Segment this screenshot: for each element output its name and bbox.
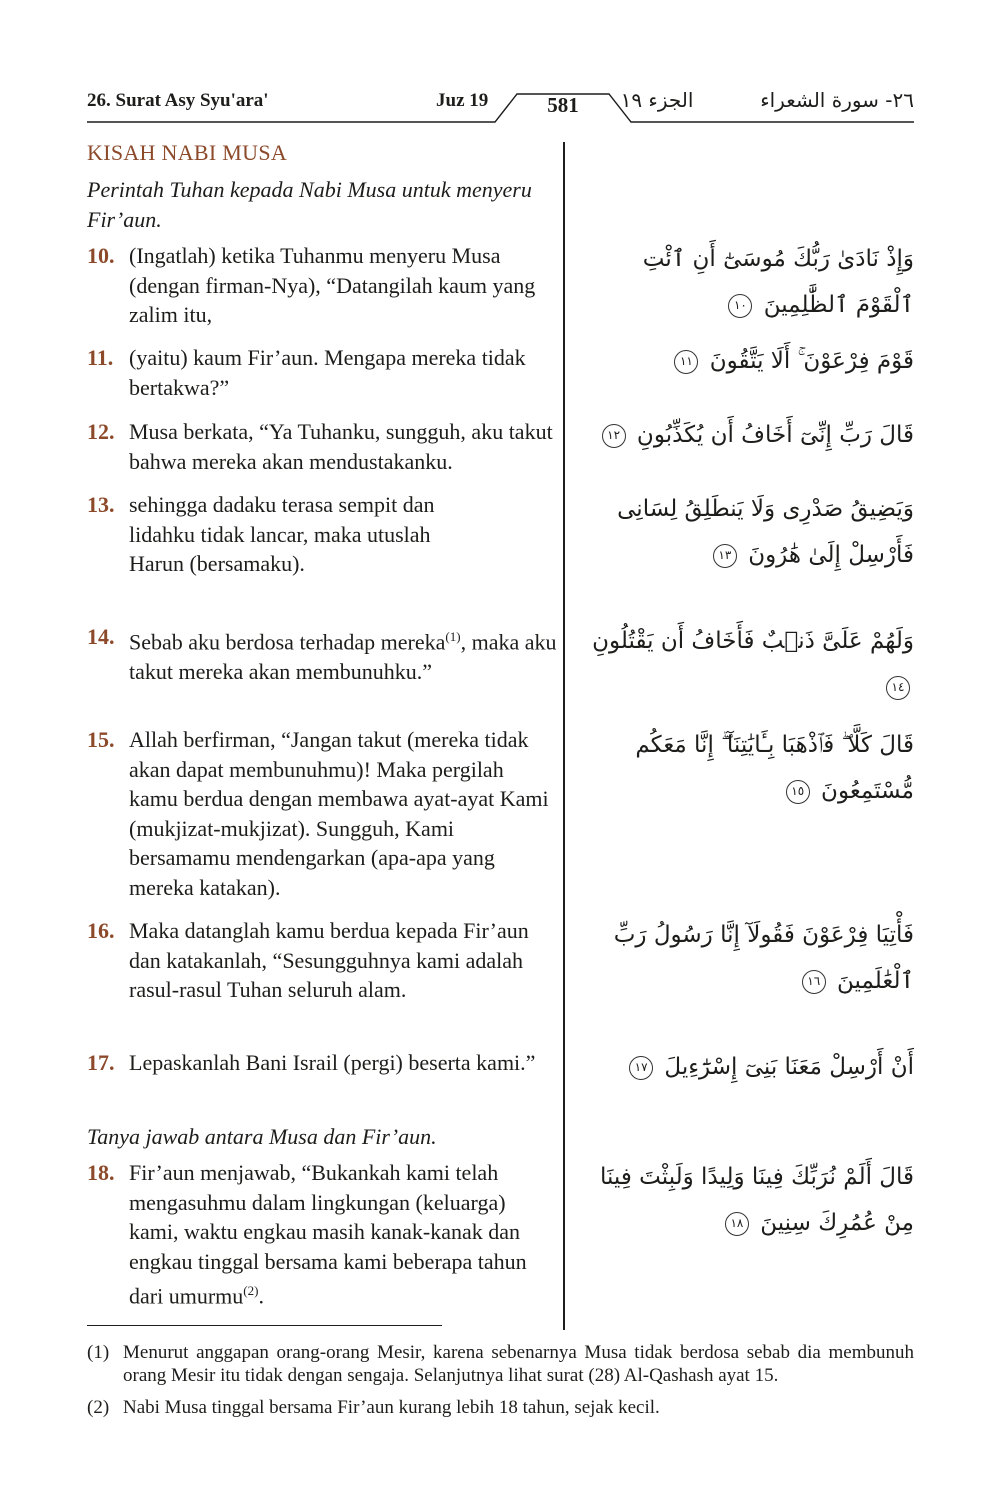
surah-title-latin: 26. Surat Asy Syu'ara' <box>87 90 269 111</box>
arabic-verse-12: قَالَ رَبِّ إِنِّىٓ أَخَافُ أَن يُكَذِّبُونِ ١٢ <box>584 412 914 458</box>
verse-translation: Lepaskanlah Bani Israil (pergi) beserta kami.” <box>129 1050 536 1075</box>
ayah-end-marker: ١٣ <box>713 544 737 568</box>
subheading-dialogue: Tanya jawab antara Musa dan Fir’aun. <box>87 1124 437 1149</box>
verse-translation: Allah berfirman, “Jangan takut (mereka tidak akan dapat membunuhmu)! Maka pergilah kamu berdua dengan membawa ayat-ayat Kami (mukjizat-mukjizat). Sungguh, Kami bersamamu mendengarkan (apa-apa yang mereka katakan). <box>129 727 549 900</box>
footnote-ref-1[interactable]: (1) <box>445 629 461 644</box>
verse-number: 10. <box>87 243 115 268</box>
arabic-verse-11: قَوْمَ فِرْعَوْنَ ۚ أَلَا يَتَّقُونَ ١١ <box>584 338 914 384</box>
ayah-end-marker: ١٨ <box>725 1212 749 1236</box>
verse-translation: Fir’aun menjawab, “Bukankah kami telah mengasuhmu dalam lingkungan (keluarga) kami, waktu engkau masih kanak-kanak dan engkau tinggal bersama kami beberapa tahun dari umurmu$^{(2)}$. <box>129 1160 527 1309</box>
footnote-text: Menurut anggapan orang-orang Mesir, karena sebenarnya Musa tidak berdosa sebab dia membunuh orang Mesir itu tidak dengan sengaja. Selanjutnya lihat surat (28) Al-Qashash ayat 15. <box>123 1342 914 1386</box>
subheading-command: Perintah Tuhan kepada Nabi Musa untuk menyeru Fir’aun. <box>87 177 532 232</box>
footnote-number: (1) <box>87 1342 110 1363</box>
ayah-end-marker: ١٤ <box>886 676 910 700</box>
surah-title-arabic: ٢٦- سورة الشعراء <box>760 88 914 112</box>
arabic-verse-15: قَالَ كَلَّا ۖ فَٱذْهَبَا بِـَٔايَٰتِنَآ ۖ إِنَّا مَعَكُم مُّسْتَمِعُونَ ١٥ <box>635 732 914 804</box>
ayah-end-marker: ١١ <box>674 350 698 374</box>
column-divider <box>563 142 565 1330</box>
footnote-ref-2[interactable]: (2) <box>243 1283 259 1298</box>
arabic-verse-18: قَالَ أَلَمْ نُرَبِّكَ فِينَا وَلِيدًا وَلَبِثْتَ فِينَا مِنْ عُمُرِكَ سِنِينَ ١٨ <box>599 1164 914 1236</box>
arabic-verse-10: وَإِذْ نَادَىٰ رَبُّكَ مُوسَىٰٓ أَنِ ٱئْتِ ٱلْقَوْمَ ٱلظَّٰلِمِينَ ١٠ <box>642 246 914 318</box>
arabic-verse-16: فَأْتِيَا فِرْعَوْنَ فَقُولَآ إِنَّا رَسُولُ رَبِّ ٱلْعَٰلَمِينَ ١٦ <box>613 922 914 994</box>
verse-translation: (Ingatlah) ketika Tuhanmu menyeru Musa (dengan firman-Nya), “Datangilah kaum yang zalim itu, <box>129 243 536 327</box>
verse-number: 14. <box>87 624 115 649</box>
page-number: 581 <box>547 93 579 117</box>
ayah-end-marker: ١٥ <box>786 780 810 804</box>
ayah-end-marker: ١٠ <box>728 294 752 318</box>
verse-number: 17. <box>87 1050 115 1075</box>
juz-label-latin: Juz 19 <box>436 90 489 111</box>
juz-label-arabic: الجزء ١٩ <box>620 88 694 112</box>
verse-translation: Musa berkata, “Ya Tuhanku, sungguh, aku takut bahwa mereka akan mendustakanku. <box>129 419 553 474</box>
footnote-number: (2) <box>87 1397 110 1418</box>
verse-number: 15. <box>87 727 115 752</box>
verse-translation: Maka datanglah kamu berdua kepada Fir’aun dan katakanlah, “Sesungguhnya kami adalah rasul-rasul Tuhan seluruh alam. <box>129 918 529 1002</box>
verse-number: 18. <box>87 1160 115 1185</box>
footnote-text: Nabi Musa tinggal bersama Fir’aun kurang lebih 18 tahun, sejak kecil. <box>123 1397 660 1418</box>
verse-number: 11. <box>87 345 114 370</box>
verse-number: 12. <box>87 419 115 444</box>
verse-translation: Sebab aku berdosa terhadap mereka$^{(1)}$, maka aku takut mereka akan membunuhku.” <box>129 629 557 684</box>
arabic-verse-13: وَيَضِيقُ صَدْرِى وَلَا يَنطَلِقُ لِسَانِى فَأَرْسِلْ إِلَىٰ هَٰرُونَ ١٣ <box>617 496 914 568</box>
arabic-verse-17: أَنْ أَرْسِلْ مَعَنَا بَنِىٓ إِسْرَٰٓءِيلَ ١٧ <box>584 1044 914 1090</box>
verse-number: 13. <box>87 492 115 517</box>
ayah-end-marker: ١٦ <box>802 970 826 994</box>
section-title: KISAH NABI MUSA <box>87 140 288 165</box>
verse-number: 16. <box>87 918 115 943</box>
arabic-verse-14: وَلَهُمْ عَلَىَّ ذَنۢبٌ فَأَخَافُ أَن يَقْتُلُونِ ١٤ <box>584 618 914 710</box>
footnote-rule <box>87 1325 442 1326</box>
verse-translation: sehingga dadaku terasa sempit dan lidahku tidak lancar, maka utuslah Harun (bersamaku). <box>129 492 435 576</box>
ayah-end-marker: ١٧ <box>629 1056 653 1080</box>
page-header <box>87 88 914 124</box>
ayah-end-marker: ١٢ <box>602 424 626 448</box>
verse-translation: (yaitu) kaum Fir’aun. Mengapa mereka tidak bertakwa?” <box>129 345 526 400</box>
